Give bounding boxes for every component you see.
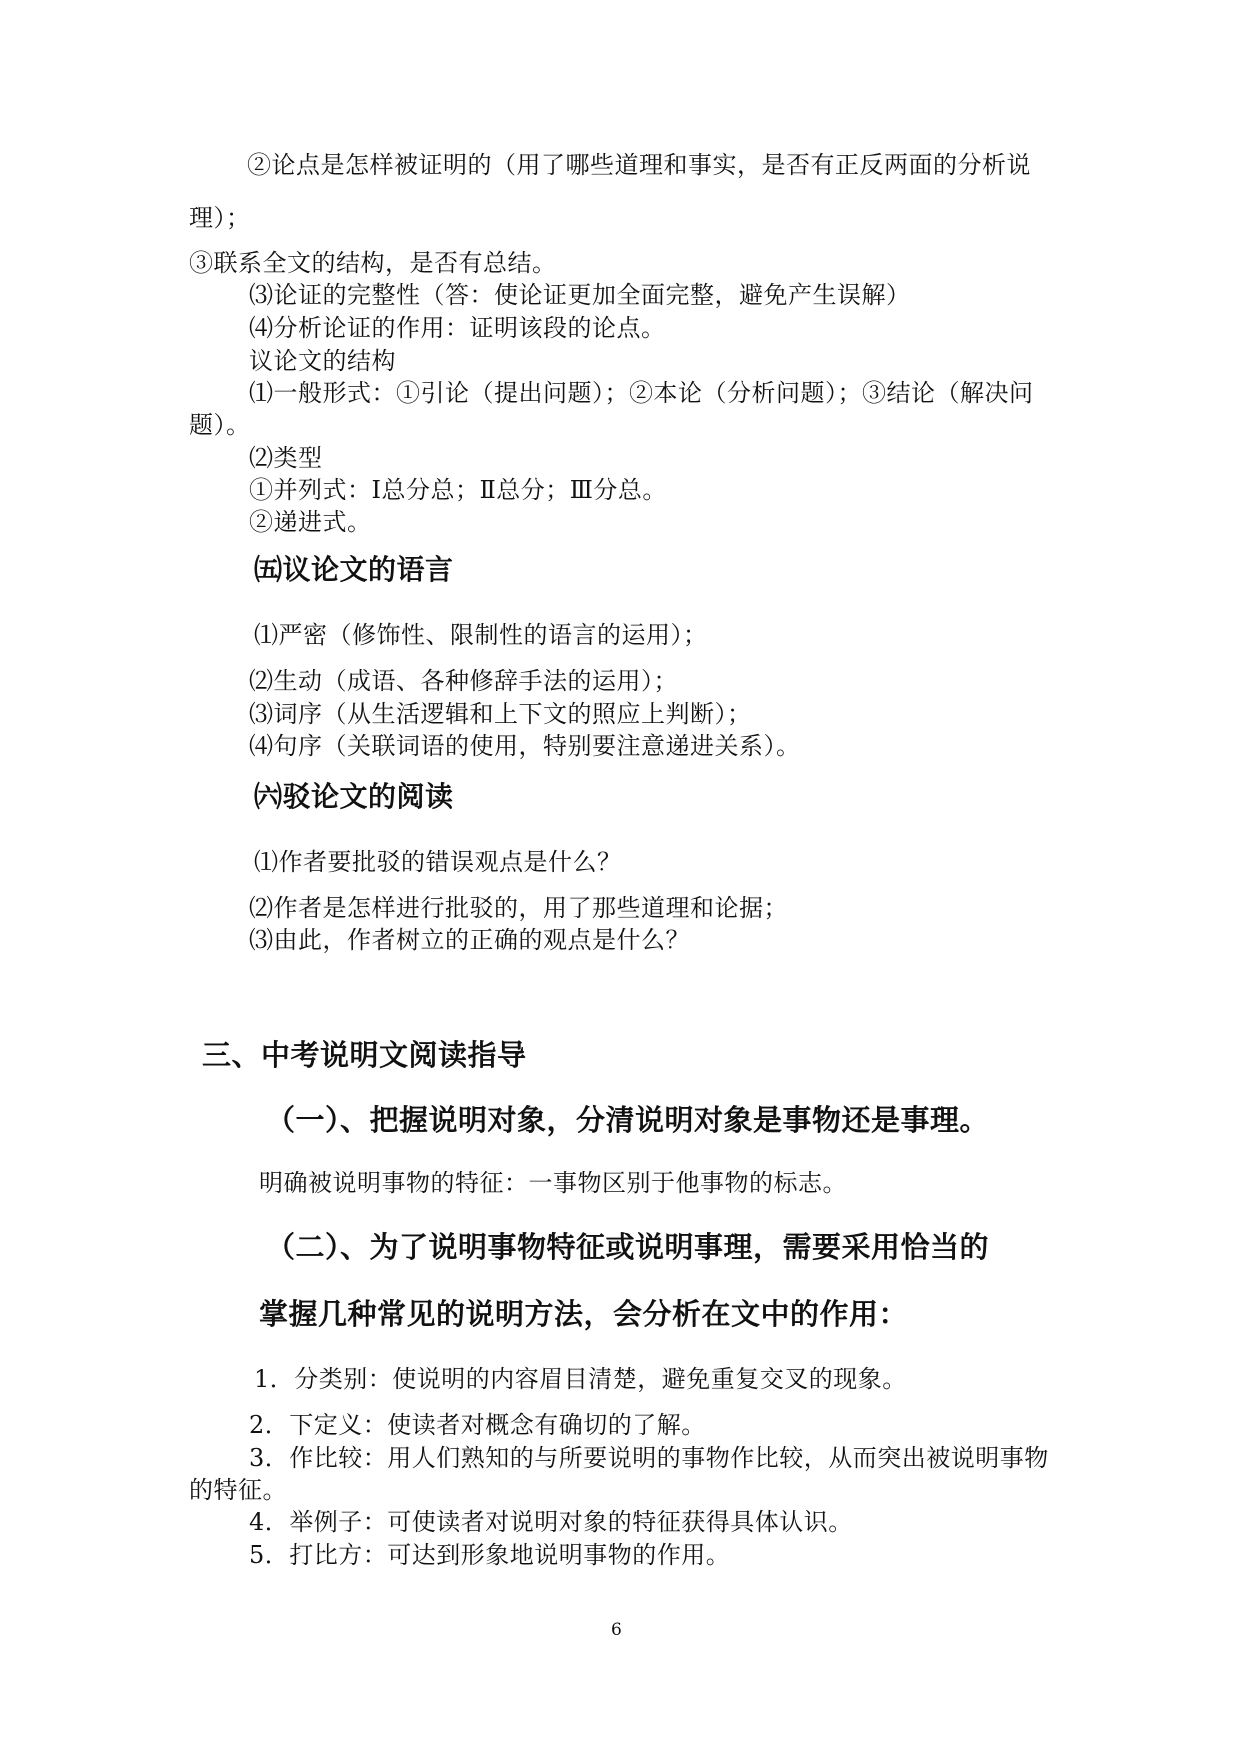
text-line: ⑴一般形式：①引论（提出问题）；②本论（分析问题）；③结论（解决问 [249, 379, 1034, 407]
text-line: 题）。 [189, 411, 251, 439]
list-item: 的特征。 [189, 1476, 287, 1504]
text-line: ⑵类型 [249, 444, 323, 472]
text-line: ⑶论证的完整性（答：使论证更加全面完整，避免产生误解） [249, 281, 911, 309]
text-line: ③联系全文的结构，是否有总结。 [189, 249, 557, 277]
text-line: ②论点是怎样被证明的（用了哪些道理和事实，是否有正反两面的分析说 [247, 151, 1031, 179]
list-item: 4．举例子：可使读者对说明对象的特征获得具体认识。 [249, 1508, 853, 1536]
text-line: ⑶由此，作者树立的正确的观点是什么？ [249, 926, 690, 954]
text-line: ⑵作者是怎样进行批驳的，用了那些道理和论据； [249, 894, 788, 922]
text-line: ⑶词序（从生活逻辑和上下文的照应上判断）； [249, 700, 752, 728]
text-line: ⑴严密（修饰性、限制性的语言的运用）； [254, 621, 708, 649]
list-item: 1．分类别：使说明的内容眉目清楚，避免重复交叉的现象。 [254, 1365, 907, 1393]
list-item: 3．作比较：用人们熟知的与所要说明的事物作比较，从而突出被说明事物 [249, 1444, 1049, 1472]
list-item: 5．打比方：可达到形象地说明事物的作用。 [249, 1541, 731, 1569]
chapter-heading: 三、中考说明文阅读指导 [202, 1038, 527, 1072]
subsection-heading: 掌握几种常见的说明方法，会分析在文中的作用： [259, 1297, 909, 1331]
text-line: ⑴作者要批驳的错误观点是什么？ [254, 848, 622, 876]
list-item: 2．下定义：使读者对概念有确切的了解。 [249, 1411, 706, 1439]
subsection-heading: （二）、为了说明事物特征或说明事理，需要采用恰当的 [266, 1230, 990, 1264]
text-line: ②递进式。 [249, 508, 372, 536]
section-heading: ㈥驳论文的阅读 [254, 780, 454, 813]
text-line: 理）； [189, 204, 251, 232]
text-line: ⑷句序（关联词语的使用，特别要注意递进关系）。 [249, 732, 801, 760]
text-line: ⑵生动（成语、各种修辞手法的运用）； [249, 667, 678, 695]
section-heading: ㈤议论文的语言 [254, 553, 454, 586]
page-number: 6 [611, 1620, 623, 1640]
subsection-heading: （一）、把握说明对象，分清说明对象是事物还是事理。 [266, 1103, 990, 1137]
text-line: 明确被说明事物的特征：一事物区别于他事物的标志。 [259, 1169, 847, 1197]
text-line: ⑷分析论证的作用：证明该段的论点。 [249, 314, 666, 342]
text-line: ①并列式：Ⅰ总分总；Ⅱ总分；Ⅲ分总。 [249, 476, 667, 504]
text-line: 议论文的结构 [249, 347, 396, 375]
